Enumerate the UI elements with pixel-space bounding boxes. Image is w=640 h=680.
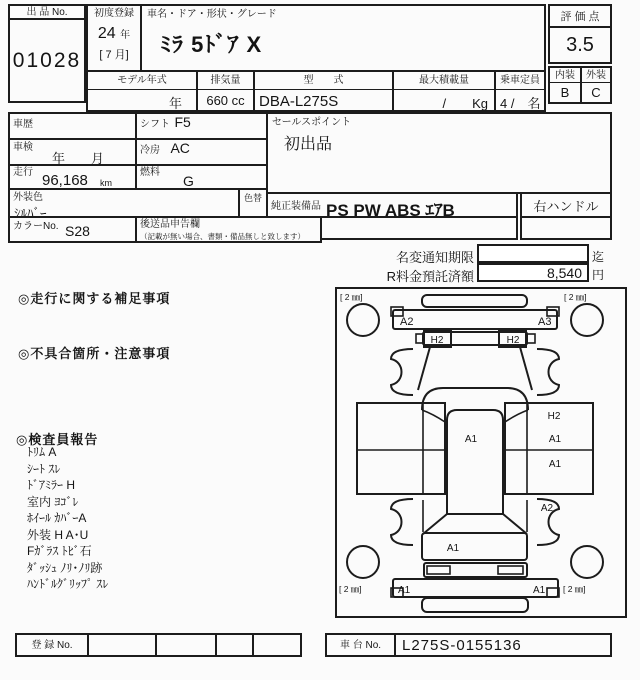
registration-no-table bbox=[15, 633, 302, 657]
left-side-panels bbox=[357, 403, 445, 494]
tail-light-left bbox=[427, 566, 450, 574]
rear-left-fender-arch bbox=[391, 499, 413, 545]
late-items-cell bbox=[135, 216, 322, 243]
vehicle-name-label: 車名・ドア・形状・グレード bbox=[147, 9, 277, 20]
shift-label: シフト bbox=[140, 119, 170, 130]
spec-table bbox=[86, 70, 546, 112]
registration-no-label: 登 録 No. bbox=[31, 639, 73, 651]
color-no-cell bbox=[8, 216, 137, 243]
rear-panel bbox=[424, 563, 527, 577]
exterior-label: 外装 bbox=[580, 68, 610, 83]
roof-panel bbox=[447, 410, 503, 514]
front-left-fender-arch bbox=[391, 349, 413, 395]
first-registration-box bbox=[86, 4, 142, 72]
headlight-left-mark: H2 bbox=[430, 335, 444, 346]
mileage-cell bbox=[8, 164, 137, 190]
max-load-label: 最大積載量 bbox=[392, 72, 494, 90]
registration-no-cell bbox=[87, 635, 155, 655]
headlight-tab-right bbox=[527, 334, 535, 343]
car-damage-diagram bbox=[337, 289, 625, 616]
chassis-no-value: L275S-0155136 bbox=[394, 635, 610, 655]
rear-gate bbox=[422, 533, 527, 560]
sales-point-label: セールスポイント bbox=[272, 117, 352, 128]
name-change-box bbox=[477, 244, 589, 263]
exterior-color-value: ｼﾙﾊﾞｰ bbox=[14, 206, 47, 221]
aircon-value: AC bbox=[170, 140, 190, 156]
quarter-panel-edges bbox=[423, 500, 527, 532]
first-reg-year-suffix: 年 bbox=[120, 30, 131, 41]
vehicle-name-box bbox=[140, 4, 546, 72]
mileage-unit: km bbox=[100, 178, 112, 188]
inspector-report-title: ◎検査員報告 bbox=[16, 432, 99, 447]
history-label: 車歴 bbox=[13, 119, 33, 130]
model-year-value: 年 bbox=[168, 96, 182, 110]
defects-title: ◎不具合箇所・注意事項 bbox=[18, 346, 171, 361]
inspector-report-list bbox=[27, 444, 108, 593]
color-no-value: S28 bbox=[65, 223, 90, 239]
history-cell bbox=[8, 112, 137, 140]
chassis-no-label: 車 台 No. bbox=[339, 639, 382, 651]
tire-rear-right bbox=[571, 546, 603, 578]
fuel-value: G bbox=[183, 173, 194, 189]
color-change-label: 色替 bbox=[243, 193, 262, 203]
left-side-panel-lines bbox=[357, 403, 445, 494]
displacement-label: 排気量 bbox=[196, 72, 253, 90]
first-reg-month: [ 7 月] bbox=[99, 49, 129, 61]
late-items-note: （記載が無い場合、書類・備品無しと致します） bbox=[140, 232, 305, 241]
registration-no-cell bbox=[215, 635, 252, 655]
windshield bbox=[422, 388, 528, 410]
color-change-cell bbox=[238, 188, 268, 218]
list-item: ﾄﾞｱﾐﾗｰ H bbox=[27, 478, 76, 492]
recycle-fee-label: R料金預託済額 bbox=[386, 269, 474, 284]
interior-label: 内装 bbox=[550, 68, 580, 83]
list-item: ﾊﾝﾄﾞﾙｸﾞﾘｯﾌﾟ ｽﾚ bbox=[27, 577, 109, 591]
equipment-label: 純正装備品 bbox=[271, 201, 321, 212]
steering-cell: 右ハンドル bbox=[520, 192, 612, 218]
model-year-label: モデル年式 bbox=[88, 72, 196, 90]
front-right-fender-arch bbox=[537, 349, 559, 395]
capacity-label: 乗車定員 bbox=[494, 72, 544, 90]
rear-bottom-bar bbox=[422, 598, 528, 612]
steering-empty-cell bbox=[520, 216, 612, 240]
headlight-right-mark: H2 bbox=[506, 335, 520, 346]
list-item: ｼｰﾄ ｽﾚ bbox=[27, 461, 61, 476]
grade-table bbox=[548, 66, 612, 104]
equipment-value: PS PW ABS ｴｱB bbox=[326, 201, 455, 220]
list-item: ﾎｲｰﾙ ｶﾊﾞｰA bbox=[27, 511, 87, 525]
first-reg-year: 24 bbox=[97, 25, 116, 42]
exterior-color-label: 外装色 bbox=[13, 192, 43, 203]
damage-diagram-box bbox=[335, 287, 627, 618]
tread-rear-left-label: [ 2 ㎜] bbox=[339, 584, 362, 594]
aircon-label: 冷房 bbox=[140, 145, 160, 156]
auction-no-value: 01028 bbox=[8, 18, 86, 103]
score-label: 評 価 点 bbox=[548, 4, 612, 28]
exterior-color-cell bbox=[8, 188, 240, 221]
sales-point-value: 初出品 bbox=[284, 136, 333, 153]
inspection-value: 年 月 bbox=[52, 151, 105, 166]
tire-front-left bbox=[347, 304, 379, 336]
chassis-no-table bbox=[325, 633, 612, 657]
name-change-suffix: 迄 bbox=[592, 250, 605, 264]
fuel-cell bbox=[135, 164, 268, 190]
tire-front-right bbox=[571, 304, 603, 336]
front-bumper bbox=[393, 310, 557, 329]
displacement-value: 660 cc bbox=[196, 90, 253, 110]
front-bumper-right-mark: A3 bbox=[538, 316, 552, 328]
vehicle-name-value: ﾐﾗ 5ﾄﾞｱ X bbox=[160, 32, 263, 57]
score-value: 3.5 bbox=[548, 26, 612, 64]
mileage-label: 走行 bbox=[13, 167, 33, 178]
max-load-value: / Kg bbox=[392, 90, 494, 110]
rear-window-edges bbox=[423, 514, 527, 534]
sales-point-box bbox=[266, 112, 612, 194]
rear-bumper-left-mark: A1 bbox=[398, 585, 411, 596]
recycle-fee-suffix: 円 bbox=[592, 268, 605, 282]
registration-no-cell bbox=[155, 635, 215, 655]
shift-cell bbox=[135, 112, 268, 140]
rear-bumper-right-mark: A1 bbox=[533, 585, 546, 596]
auction-no-label: 出 品 No. bbox=[8, 4, 86, 20]
front-bumper-left-mark: A2 bbox=[400, 316, 414, 328]
list-item: ﾀﾞｯｼｭ ﾉﾘ･ﾉﾘ跡 bbox=[27, 560, 103, 575]
right-front-door-mark: A1 bbox=[548, 434, 562, 445]
model-code-label: 型 式 bbox=[253, 72, 392, 90]
inspection-label: 車検 bbox=[13, 142, 33, 153]
list-item: 室内 ﾖｺﾞﾚ bbox=[27, 494, 79, 509]
shift-value: F5 bbox=[174, 114, 191, 130]
tread-front-right-label: [ 2 ㎜] bbox=[564, 292, 587, 302]
recycle-fee-box: 8,540 bbox=[477, 263, 589, 282]
aircon-cell bbox=[135, 138, 268, 166]
a-pillars bbox=[422, 410, 528, 422]
fuel-label: 燃料 bbox=[140, 167, 160, 178]
right-rear-door-mark: A1 bbox=[548, 459, 562, 470]
tire-rear-left bbox=[347, 546, 379, 578]
registration-no-cell bbox=[252, 635, 300, 655]
tail-light-right bbox=[498, 566, 523, 574]
driving-notes-title: ◎走行に関する補足事項 bbox=[18, 291, 171, 306]
hood-edges bbox=[418, 347, 532, 390]
name-change-label: 名変通知期限 bbox=[395, 250, 474, 265]
list-item: ﾄﾘﾑ A bbox=[27, 445, 57, 459]
rear-gate-mark: A1 bbox=[446, 543, 460, 554]
capacity-value: 4 / 名 bbox=[494, 90, 544, 110]
inspection-cell bbox=[8, 138, 137, 166]
late-items-label: 後送品申告欄 bbox=[140, 219, 200, 230]
color-no-label: カラーNo. bbox=[13, 221, 59, 232]
right-glass-mark: H2 bbox=[547, 411, 561, 422]
roof-mark: A1 bbox=[464, 434, 478, 445]
exterior-grade: C bbox=[580, 83, 610, 102]
list-item: Fｶﾞﾗｽ ﾄﾋﾞ石 bbox=[27, 544, 92, 558]
right-quarter-mark: A2 bbox=[540, 503, 554, 514]
first-reg-label: 初度登録 bbox=[94, 8, 134, 19]
tread-front-left-label: [ 2 ㎜] bbox=[340, 292, 363, 302]
model-code-value: DBA-L275S bbox=[253, 90, 392, 110]
front-top-bar bbox=[422, 295, 527, 307]
list-item: 外装 H A･U bbox=[27, 527, 89, 542]
mileage-value: 96,168 bbox=[42, 172, 88, 189]
interior-grade: B bbox=[560, 85, 570, 100]
tread-rear-right-label: [ 2 ㎜] bbox=[563, 584, 586, 594]
equipment-empty-cell bbox=[320, 216, 518, 240]
equipment-cell bbox=[266, 192, 518, 218]
